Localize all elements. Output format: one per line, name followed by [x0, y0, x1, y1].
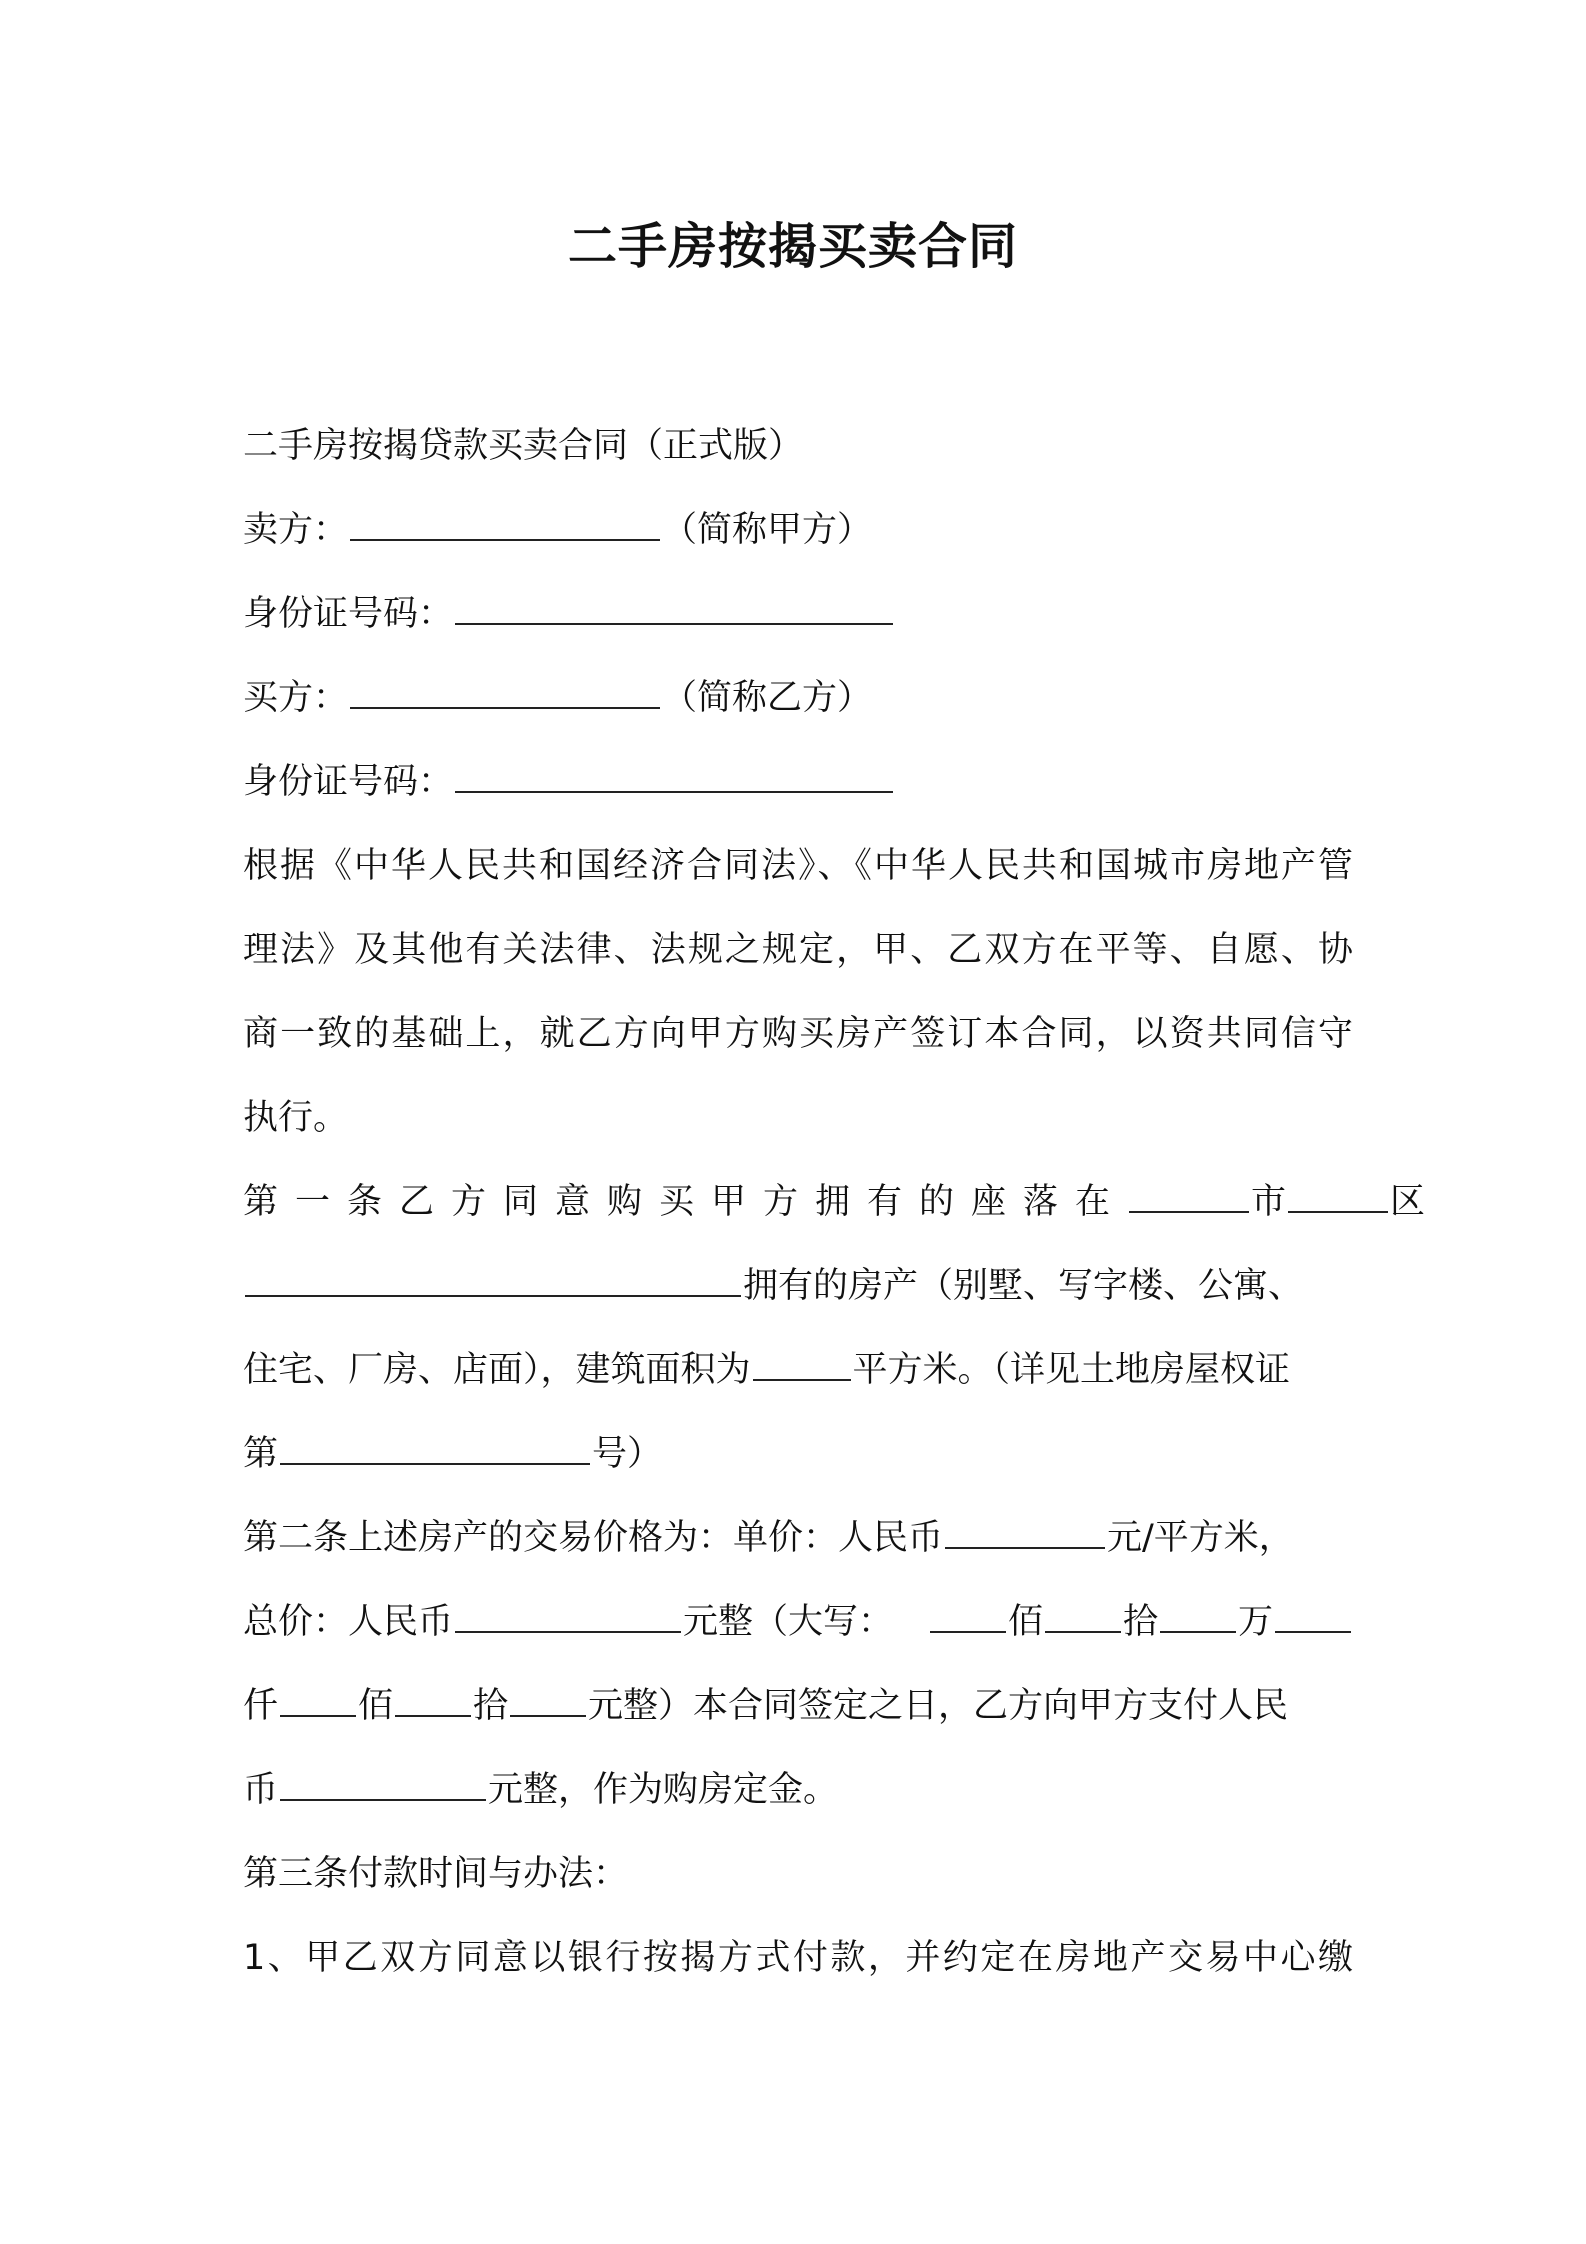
article3-heading: 第三条付款时间与办法： [243, 1854, 629, 1894]
seller-label: 卖方： [243, 510, 349, 550]
seller-suffix: （简称甲方） [662, 510, 873, 550]
buyer-suffix: （简称乙方） [662, 678, 873, 718]
wan-blank [1160, 1600, 1236, 1634]
shi-blank [1045, 1600, 1121, 1634]
seller-name-blank [350, 508, 660, 542]
article3-item-1: 1、甲乙双方同意以银行按揭方式付款，并约定在房地产交易中心缴 [243, 1938, 1353, 1978]
article2-line-2 [243, 1580, 1353, 1664]
buyer-name-blank [350, 676, 660, 710]
seller-line [243, 488, 1353, 572]
buyer-line [243, 656, 1353, 740]
deposit-blank [280, 1768, 486, 1802]
article1-text-2: 拥有的房产（别墅、写字楼、公寓、 [743, 1266, 1304, 1306]
document-body [243, 404, 1426, 2000]
yuan-blank [510, 1684, 586, 1718]
total-price-blank [455, 1600, 681, 1634]
article2-text-2: 元/平方米， [1107, 1518, 1294, 1558]
article2-text-3: 总价：人民币 [243, 1602, 454, 1642]
shi2-blank [395, 1684, 471, 1718]
district-blank [1288, 1180, 1388, 1214]
unit-bai-2: 佰 [358, 1686, 394, 1726]
article1-text-1: 第一条乙方同意购买甲方拥有的座落在 [243, 1182, 1128, 1222]
buyer-label: 买方： [243, 678, 349, 718]
unit-bai: 佰 [1007, 1602, 1043, 1642]
article2-text-5: 元整）本合同签定之日，乙方向甲方支付人民 [588, 1686, 1289, 1726]
unit-wan: 万 [1237, 1602, 1273, 1642]
preamble-line-4: 执行。 [243, 1098, 349, 1138]
article1-city: 市 [1251, 1182, 1287, 1222]
unit-shi-2: 拾 [473, 1686, 509, 1726]
unit-price-blank [945, 1516, 1105, 1550]
city-blank [1129, 1180, 1249, 1214]
certificate-blank [280, 1432, 590, 1466]
article2-text-6: 币 [243, 1770, 279, 1810]
seller-id-line [243, 572, 1353, 656]
article1-line-1 [243, 1160, 1426, 1244]
article1-location [1127, 1160, 1425, 1244]
unit-shi: 拾 [1122, 1602, 1158, 1642]
article1-text-6: 号） [592, 1434, 663, 1474]
document-title: 二手房按揭买卖合同 [567, 218, 1018, 275]
buyer-id-blank [455, 760, 893, 794]
preamble-line-3: 商一致的基础上，就乙方向甲方购买房产签订本合同，以资共同信守 [243, 1014, 1353, 1054]
article2-text-1: 第二条上述房产的交易价格为：单价：人民币 [243, 1518, 944, 1558]
buyer-id-label: 身份证号码： [243, 762, 454, 802]
article1-line-4 [243, 1412, 1353, 1496]
seller-id-label: 身份证号码： [243, 594, 454, 634]
bai2-blank [280, 1684, 356, 1718]
article1-line-2 [243, 1244, 1353, 1328]
article1-text-4: 平方米。（详见土地房屋权证 [852, 1350, 1291, 1390]
article2-total [243, 1580, 893, 1664]
article2-amount-words [928, 1580, 1353, 1664]
preamble-line-1: 根据《中华人民共和国经济合同法》、《中华人民共和国城市房地产管 [243, 846, 1353, 886]
article2-line-3 [243, 1664, 1353, 1748]
seller-id-blank [455, 592, 893, 626]
article1-line-3 [243, 1328, 1353, 1412]
article2-line-1 [243, 1496, 1353, 1580]
article2-text-4: 元整（大写： [683, 1602, 894, 1642]
article1-district: 区 [1390, 1182, 1426, 1222]
article1-text-5: 第 [243, 1434, 279, 1474]
article2-text-7: 元整，作为购房定金。 [488, 1770, 839, 1810]
preamble-line-2: 理法》及其他有关法律、法规之规定，甲、乙双方在平等、自愿、协 [243, 930, 1353, 970]
bai-blank [930, 1600, 1006, 1634]
qian-blank [1275, 1600, 1351, 1634]
unit-qian: 仟 [243, 1686, 279, 1726]
document-subtitle: 二手房按揭贷款买卖合同（正式版） [243, 426, 804, 466]
buyer-id-line [243, 740, 1353, 824]
area-blank [753, 1348, 851, 1382]
article1-text-3: 住宅、厂房、店面），建筑面积为 [243, 1350, 751, 1390]
article2-line-4 [243, 1748, 1353, 1832]
address-blank [245, 1264, 741, 1298]
